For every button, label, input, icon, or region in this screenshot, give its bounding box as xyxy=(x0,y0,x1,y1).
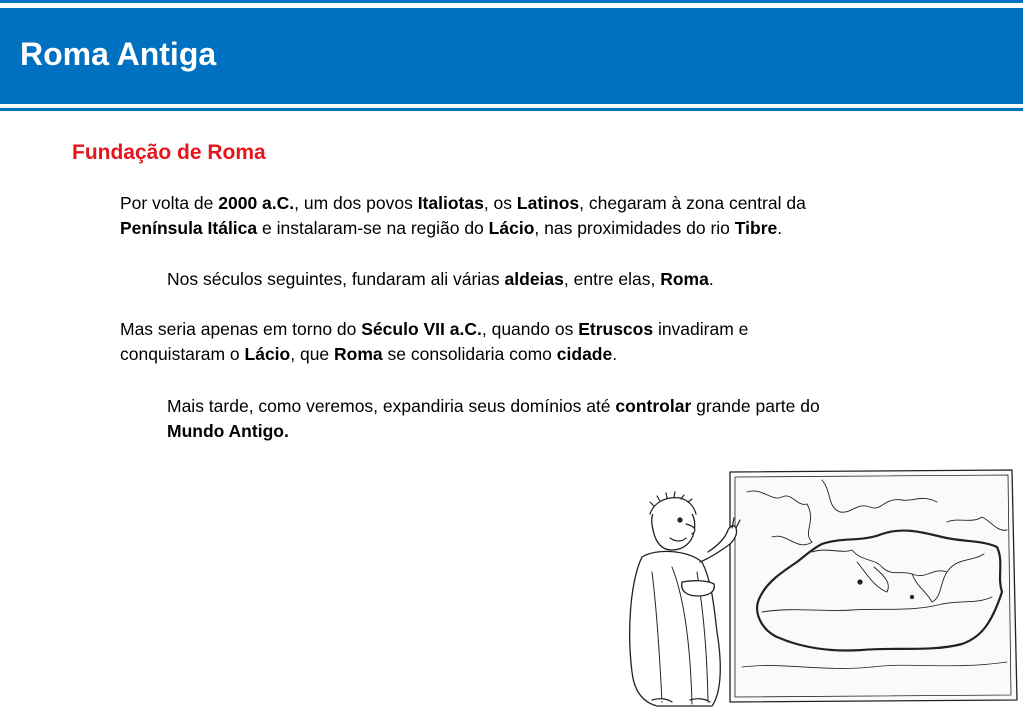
date-seculo-vii: Século VII a.C. xyxy=(361,319,482,339)
text: Nos séculos seguintes, fundaram ali várias xyxy=(167,269,505,289)
roman-emperor-figure xyxy=(630,492,740,706)
page-title: Roma Antiga xyxy=(20,36,217,72)
term-tibre: Tibre xyxy=(734,218,778,238)
text: , um dos povos xyxy=(294,193,418,213)
section-heading: Fundação de Roma xyxy=(72,141,266,164)
text: Por volta de xyxy=(120,193,219,213)
text: se consolidaria como xyxy=(382,344,557,364)
paragraph-villages xyxy=(167,267,714,292)
term-roma: Roma xyxy=(660,269,709,289)
term-etruscos: Etruscos xyxy=(578,319,654,339)
text: . xyxy=(777,218,783,238)
date-2000-bc: 2000 a.C. xyxy=(218,193,295,213)
map-board xyxy=(730,470,1017,702)
term-lacio: Lácio xyxy=(488,218,535,238)
text: , quando os xyxy=(481,319,579,339)
text: , que xyxy=(290,344,335,364)
text: Mas seria apenas em torno do xyxy=(120,319,362,339)
paragraph-etruscans xyxy=(120,317,748,367)
roman-emperor-map-illustration xyxy=(612,462,1023,708)
header-rule-bottom xyxy=(0,108,1023,111)
term-lacio: Lácio xyxy=(244,344,291,364)
text: invadiram e xyxy=(653,319,749,339)
text: e instalaram-se na região do xyxy=(257,218,489,238)
term-controlar: controlar xyxy=(615,396,692,416)
term-cidade: cidade xyxy=(556,344,613,364)
paragraph-expansion xyxy=(167,394,820,444)
header-rule-top xyxy=(0,0,1023,3)
term-aldeias: aldeias xyxy=(504,269,564,289)
text: , entre elas, xyxy=(563,269,661,289)
paragraph-foundation xyxy=(120,191,806,241)
text: conquistaram o xyxy=(120,344,245,364)
title-banner xyxy=(0,8,1023,104)
text: Mais tarde, como veremos, expandiria seus domínios até xyxy=(167,396,616,416)
term-peninsula-italica: Península Itálica xyxy=(120,218,258,238)
text: grande parte do xyxy=(691,396,820,416)
term-latinos: Latinos xyxy=(516,193,580,213)
term-italiotas: Italiotas xyxy=(417,193,484,213)
text: . xyxy=(708,269,714,289)
text: , nas proximidades do rio xyxy=(534,218,735,238)
term-roma: Roma xyxy=(334,344,383,364)
text: , os xyxy=(483,193,517,213)
text: . xyxy=(612,344,618,364)
text: , chegaram à zona central da xyxy=(579,193,806,213)
term-mundo-antigo: Mundo Antigo. xyxy=(167,421,289,441)
